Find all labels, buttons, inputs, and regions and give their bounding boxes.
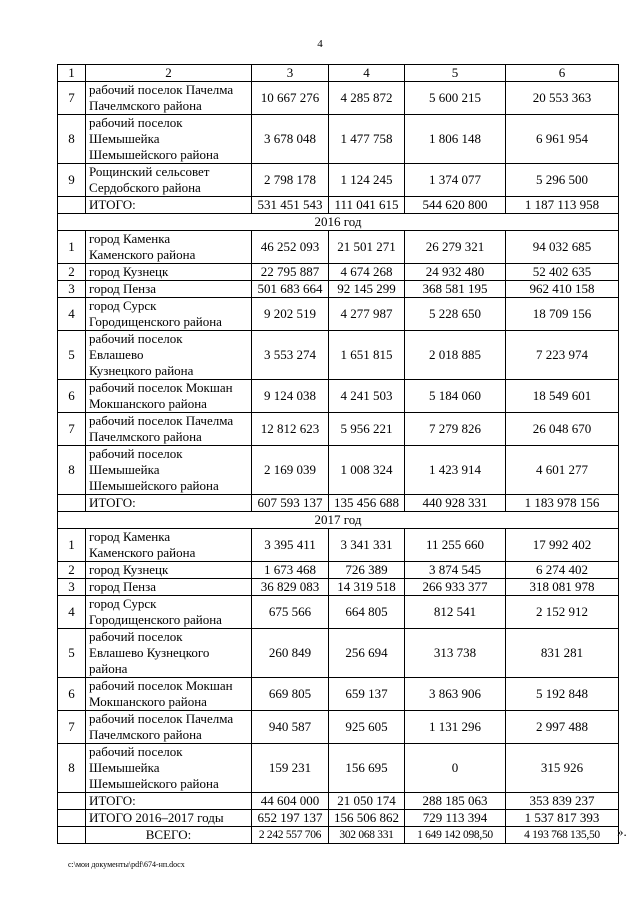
amount-cell: 659 137	[329, 678, 405, 711]
total-amount-cell: 111 041 615	[329, 197, 405, 214]
amount-cell: 1 651 815	[329, 331, 405, 380]
municipality-name	[86, 711, 252, 744]
amount-cell: 18 549 601	[506, 380, 619, 413]
total-number-blank	[58, 793, 86, 810]
municipality-name	[86, 298, 252, 331]
municipality-name-line: рабочий поселок	[89, 744, 183, 759]
amount-cell: 5 296 500	[506, 164, 619, 197]
table-row	[58, 231, 619, 264]
year-section-row	[58, 512, 619, 529]
municipality-name-line: рабочий поселок	[89, 331, 183, 346]
row-number: 2	[58, 562, 86, 579]
amount-cell: 315 926	[506, 744, 619, 793]
municipality-name-line: Каменского района	[89, 247, 196, 262]
municipality-name-line: Пачелмского района	[89, 429, 202, 444]
table-row	[58, 298, 619, 331]
municipality-name-line: город Кузнецк	[89, 264, 169, 279]
municipality-name-line: город Каменка	[89, 529, 171, 544]
amount-cell: 1 131 296	[405, 711, 506, 744]
amount-cell: 5 192 848	[506, 678, 619, 711]
table-row	[58, 331, 619, 380]
total-amount-cell: 1 537 817 393	[506, 810, 619, 827]
municipality-name-line: Городищенского района	[89, 314, 222, 329]
row-number: 2	[58, 264, 86, 281]
municipality-name	[86, 231, 252, 264]
amount-cell: 2 798 178	[252, 164, 329, 197]
total-amount-cell: 44 604 000	[252, 793, 329, 810]
amount-cell: 26 279 321	[405, 231, 506, 264]
amount-cell: 10 667 276	[252, 82, 329, 115]
row-number: 9	[58, 164, 86, 197]
amount-cell: 925 605	[329, 711, 405, 744]
municipality-name-line: город Пенза	[89, 579, 157, 594]
table-row	[58, 529, 619, 562]
municipality-name-line: город Пенза	[89, 281, 157, 296]
municipality-name-line: город Сурск	[89, 298, 157, 313]
total-label: ИТОГО 2016–2017 годы	[86, 810, 252, 827]
amount-cell: 4 674 268	[329, 264, 405, 281]
row-number: 8	[58, 115, 86, 164]
total-row	[58, 793, 619, 810]
table-row	[58, 446, 619, 495]
amount-cell: 4 277 987	[329, 298, 405, 331]
municipality-name-line: рабочий поселок Мокшан	[89, 380, 233, 395]
row-number: 7	[58, 711, 86, 744]
amount-cell: 1 477 758	[329, 115, 405, 164]
budget-table-body	[58, 65, 619, 844]
municipality-name-line: Евлашево	[89, 347, 144, 362]
municipality-name-line: город Кузнецк	[89, 562, 169, 577]
municipality-name	[86, 596, 252, 629]
amount-cell: 159 231	[252, 744, 329, 793]
total-amount-cell: 1 649 142 098,50	[405, 827, 506, 844]
amount-cell: 2 152 912	[506, 596, 619, 629]
municipality-name-line: района	[89, 661, 128, 676]
row-number: 7	[58, 413, 86, 446]
year-section-row	[58, 214, 619, 231]
column-header: 2	[86, 65, 252, 82]
table-row	[58, 115, 619, 164]
amount-cell: 5 184 060	[405, 380, 506, 413]
amount-cell: 675 566	[252, 596, 329, 629]
row-number: 3	[58, 281, 86, 298]
amount-cell: 5 228 650	[405, 298, 506, 331]
total-amount-cell: 531 451 543	[252, 197, 329, 214]
municipality-name	[86, 331, 252, 380]
amount-cell: 2 018 885	[405, 331, 506, 380]
total-amount-cell: 544 620 800	[405, 197, 506, 214]
amount-cell: 94 032 685	[506, 231, 619, 264]
amount-cell: 156 695	[329, 744, 405, 793]
amount-cell: 266 933 377	[405, 579, 506, 596]
total-row	[58, 810, 619, 827]
amount-cell: 9 202 519	[252, 298, 329, 331]
header-row	[58, 65, 619, 82]
amount-cell: 3 874 545	[405, 562, 506, 579]
amount-cell: 17 992 402	[506, 529, 619, 562]
municipality-name-line: Шемышейка	[89, 760, 160, 775]
amount-cell: 1 806 148	[405, 115, 506, 164]
row-number: 1	[58, 231, 86, 264]
municipality-name-line: Мокшанского района	[89, 396, 207, 411]
table-row	[58, 562, 619, 579]
row-number: 8	[58, 744, 86, 793]
municipality-name-line: Городищенского района	[89, 612, 222, 627]
total-label: ИТОГО:	[86, 197, 252, 214]
total-amount-cell: 135 456 688	[329, 495, 405, 512]
row-number: 8	[58, 446, 86, 495]
amount-cell: 4 601 277	[506, 446, 619, 495]
row-number: 5	[58, 331, 86, 380]
total-amount-cell: 440 928 331	[405, 495, 506, 512]
amount-cell: 3 341 331	[329, 529, 405, 562]
total-amount-cell: 21 050 174	[329, 793, 405, 810]
footer-file-path: c:\мои документы\pdf\674-нп.docx	[68, 860, 185, 869]
amount-cell: 7 223 974	[506, 331, 619, 380]
table-row	[58, 596, 619, 629]
amount-cell: 4 285 872	[329, 82, 405, 115]
municipality-name	[86, 82, 252, 115]
amount-cell: 1 124 245	[329, 164, 405, 197]
row-number: 4	[58, 298, 86, 331]
municipality-name-line: Рощинский сельсовет	[89, 164, 210, 179]
total-amount-cell: 156 506 862	[329, 810, 405, 827]
table-row	[58, 264, 619, 281]
amount-cell: 7 279 826	[405, 413, 506, 446]
amount-cell: 5 600 215	[405, 82, 506, 115]
municipality-name-line: рабочий поселок	[89, 115, 183, 130]
amount-cell: 18 709 156	[506, 298, 619, 331]
table-row	[58, 82, 619, 115]
amount-cell: 5 956 221	[329, 413, 405, 446]
amount-cell: 940 587	[252, 711, 329, 744]
municipality-name-line: рабочий поселок	[89, 629, 183, 644]
amount-cell: 26 048 670	[506, 413, 619, 446]
total-amount-cell: 288 185 063	[405, 793, 506, 810]
table-row	[58, 678, 619, 711]
amount-cell: 24 932 480	[405, 264, 506, 281]
amount-cell: 6 961 954	[506, 115, 619, 164]
amount-cell: 664 805	[329, 596, 405, 629]
total-number-blank	[58, 197, 86, 214]
row-number: 3	[58, 579, 86, 596]
amount-cell: 14 319 518	[329, 579, 405, 596]
municipality-name-line: рабочий поселок Мокшан	[89, 678, 233, 693]
municipality-name-line: Шемышейского района	[89, 147, 219, 162]
municipality-name	[86, 629, 252, 678]
amount-cell: 318 081 978	[506, 579, 619, 596]
table-row	[58, 711, 619, 744]
row-number: 4	[58, 596, 86, 629]
total-amount-cell: 302 068 331	[329, 827, 405, 844]
municipality-name	[86, 281, 252, 298]
amount-cell: 52 402 635	[506, 264, 619, 281]
amount-cell: 3 863 906	[405, 678, 506, 711]
municipality-name	[86, 413, 252, 446]
municipality-name-line: Мокшанского района	[89, 694, 207, 709]
amount-cell: 22 795 887	[252, 264, 329, 281]
table-row	[58, 629, 619, 678]
table-row	[58, 744, 619, 793]
row-number: 6	[58, 678, 86, 711]
budget-table	[57, 64, 619, 844]
municipality-name-line: Шемышейка	[89, 462, 160, 477]
total-amount-cell: 2 242 557 706	[252, 827, 329, 844]
amount-cell: 260 849	[252, 629, 329, 678]
total-amount-cell: 652 197 137	[252, 810, 329, 827]
amount-cell: 1 374 077	[405, 164, 506, 197]
column-header: 1	[58, 65, 86, 82]
municipality-name	[86, 115, 252, 164]
amount-cell: 46 252 093	[252, 231, 329, 264]
amount-cell: 831 281	[506, 629, 619, 678]
amount-cell: 962 410 158	[506, 281, 619, 298]
amount-cell: 11 255 660	[405, 529, 506, 562]
amount-cell: 2 169 039	[252, 446, 329, 495]
total-number-blank	[58, 810, 86, 827]
row-number: 1	[58, 529, 86, 562]
municipality-name-line: Пачелмского района	[89, 98, 202, 113]
total-amount-cell: 1 183 978 156	[506, 495, 619, 512]
amount-cell: 1 423 914	[405, 446, 506, 495]
municipality-name-line: рабочий поселок Пачелма	[89, 82, 234, 97]
municipality-name-line: рабочий поселок	[89, 446, 183, 461]
table-row	[58, 380, 619, 413]
amount-cell: 36 829 083	[252, 579, 329, 596]
table-row	[58, 281, 619, 298]
amount-cell: 812 541	[405, 596, 506, 629]
municipality-name-line: Евлашево Кузнецкого	[89, 645, 210, 660]
amount-cell: 313 738	[405, 629, 506, 678]
municipality-name	[86, 562, 252, 579]
column-header: 5	[405, 65, 506, 82]
total-number-blank	[58, 495, 86, 512]
municipality-name-line: Кузнецкого района	[89, 363, 194, 378]
column-header: 3	[252, 65, 329, 82]
column-header: 4	[329, 65, 405, 82]
total-number-blank	[58, 827, 86, 844]
amount-cell: 3 678 048	[252, 115, 329, 164]
row-number: 7	[58, 82, 86, 115]
table-row	[58, 579, 619, 596]
municipality-name-line: Сердобского района	[89, 180, 201, 195]
column-header: 6	[506, 65, 619, 82]
amount-cell: 9 124 038	[252, 380, 329, 413]
amount-cell: 20 553 363	[506, 82, 619, 115]
municipality-name	[86, 164, 252, 197]
page-number: 4	[317, 38, 323, 50]
amount-cell: 1 673 468	[252, 562, 329, 579]
total-label: ИТОГО:	[86, 495, 252, 512]
municipality-name-line: город Сурск	[89, 596, 157, 611]
amount-cell: 501 683 664	[252, 281, 329, 298]
municipality-name	[86, 529, 252, 562]
amount-cell: 92 145 299	[329, 281, 405, 298]
table-row	[58, 413, 619, 446]
amount-cell: 4 241 503	[329, 380, 405, 413]
amount-cell: 0	[405, 744, 506, 793]
municipality-name-line: Пачелмского района	[89, 727, 202, 742]
total-amount-cell: 729 113 394	[405, 810, 506, 827]
municipality-name	[86, 264, 252, 281]
row-number: 6	[58, 380, 86, 413]
municipality-name-line: рабочий поселок Пачелма	[89, 711, 234, 726]
amount-cell: 12 812 623	[252, 413, 329, 446]
municipality-name	[86, 446, 252, 495]
total-amount-cell: 353 839 237	[506, 793, 619, 810]
total-label: ВСЕГО:	[86, 827, 252, 844]
municipality-name-line: город Каменка	[89, 231, 171, 246]
amount-cell: 6 274 402	[506, 562, 619, 579]
municipality-name	[86, 579, 252, 596]
municipality-name-line: Шемышейского района	[89, 776, 219, 791]
municipality-name-line: Каменского района	[89, 545, 196, 560]
total-row	[58, 495, 619, 512]
municipality-name-line: Шемышейка	[89, 131, 160, 146]
total-amount-cell: 4 193 768 135,50	[506, 827, 619, 844]
year-heading: 2016 год	[58, 214, 619, 231]
year-heading: 2017 год	[58, 512, 619, 529]
amount-cell: 1 008 324	[329, 446, 405, 495]
municipality-name-line: Шемышейского района	[89, 478, 219, 493]
amount-cell: 3 395 411	[252, 529, 329, 562]
row-number: 5	[58, 629, 86, 678]
municipality-name	[86, 380, 252, 413]
amount-cell: 3 553 274	[252, 331, 329, 380]
amount-cell: 21 501 271	[329, 231, 405, 264]
total-row	[58, 197, 619, 214]
total-row	[58, 827, 619, 844]
municipality-name-line: рабочий поселок Пачелма	[89, 413, 234, 428]
amount-cell: 726 389	[329, 562, 405, 579]
table-row	[58, 164, 619, 197]
total-amount-cell: 1 187 113 958	[506, 197, 619, 214]
amount-cell: 368 581 195	[405, 281, 506, 298]
municipality-name	[86, 678, 252, 711]
municipality-name	[86, 744, 252, 793]
closing-quote-mark: ».	[617, 824, 627, 839]
amount-cell: 256 694	[329, 629, 405, 678]
total-amount-cell: 607 593 137	[252, 495, 329, 512]
total-label: ИТОГО:	[86, 793, 252, 810]
amount-cell: 2 997 488	[506, 711, 619, 744]
amount-cell: 669 805	[252, 678, 329, 711]
